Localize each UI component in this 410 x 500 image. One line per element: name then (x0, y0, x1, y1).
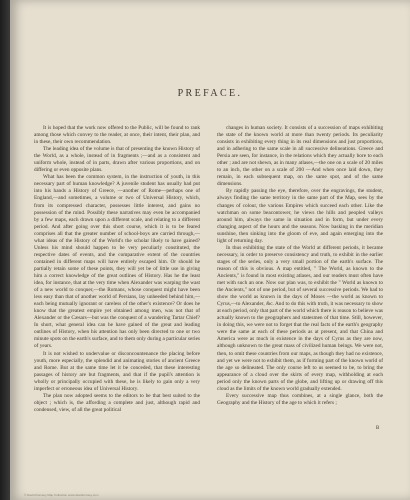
paragraph: In thus exhibiting the state of the World at different periods, it became necessary, in order to preserve consistency and truth, to exhibit in the earlier stages of the series, only a very small portion of the earth's surface. The reason of this is obvious. A map entitled, " The World, as known to the Ancients," is found in most existing atlases, and our readers must often have met with such an one. Now our plan was, to exhibit the " World as known to the Ancients," not of one period, but of several successive periods. We had to show the world as known in the days of Moses —the world as known to Cyrus,—to Alexander, &c. And to do this with truth, it was necessary to show at each period, only that part of the world which there is reason to believe was actually known to the geographers and statesmen of that time. Still, however, in doing this, we were not to forget that the real facts of the earth's geography were the same at each of these periods as at present, and that China and America were as much in existence in the days of Cyrus as they are now, although unknown to the great mass of civilized human beings. We were not, then, to omit these countries from our maps, as though they had no existence, and yet we were not to exhibit them, as if forming part of the known world of the age so delineated. The only course left to us seemed to be, to bring the appearance of a cloud over the skirts of every map, withholding at each period only the known parts of the globe, and lifting up or drawing off this cloud as the limits of the known world gradually extended. (217, 244, 383, 392)
signature-mark: B (376, 426, 380, 431)
page-heading: PREFACE. (177, 88, 243, 99)
footer-credit: © David Rumsey Map Collection www.davidrumsey.com (24, 493, 99, 497)
paragraph: By rapidly passing the eye, therefore, over the engravings, the student, always finding the same territory in the same part of the Map, sees by the changes of colour, the various Empires which succeed each other. Like the watchman on some beacontower, he views the hills and peopled valleys around him, always the same in situation and in form, but under every changing aspect of the hours and the seasons. Now basking in the meridian sunshine, then sinking into the gloom of eve, and again emerging into the light of returning day. (217, 188, 383, 244)
paragraph: What has been the common system, in the instruction of youth, in this necessary part of human knowledge? A juvenile student has usually had put into his hands a History of Greece, —another of Rome—perhaps one of England,—and sometimes, a volume or two of Universal History, which, from its compressed character, possesses little interest, and gains no possession of the mind. Possibly these narratives may even be accompanied by a few maps, each drawn upon a different scale, and relating to a different period. And after going over this short course, which it is to be feared comprises all that the greater number of school-boys are carried through,—what ideas of the History of the World's the scholar likely to have gained? Unless his mind should happen to be very peculiarly constituted, the respective dates of events, and the comparative extent of the countries contained in different maps will have entirely escaped him. Or should he partially retain some of these points, they will yet be of little use in giving him a correct knowledge of the great outlines of History. Has he the least idea, for instance, that at the very time when Alexander was warping the wast of a new world to conquer,—the Romans, whose conquest might have been less easy than that of another world of Persians, lay unheeded behind him,—each being mutually ignorant or careless of the other's existence? Or does he know that the greatest empire yet obtained among men, was not that of Alexander or the Cæsars—but was the conquest of a wandering Tartar Chief? In short, what general idea can he have gained of the great and leading outlines of History, when his attention has only been directed to one or two minute spots on the earth's surface, and to them only during a particular series of years. (34, 174, 200, 350)
paragraph: The plan now adopted seems to the editors to be that best suited to the object ; which is, the affording a complete and just, although rapid and condensed, view, of all the great political (34, 392, 200, 413)
paragraph: It is hoped that the work now offered to the Public, will be found to rank among those which convey to the reader, at once, their intent, their plan, and in these, their own recommendation. (34, 125, 200, 146)
paragraph: changes in human society. It consists of a succession of maps exhibiting the state of the known world at more than twenty periods. Its peculiarity consists in exhibiting every thing in its real dimensions and just proportions, and in adhering to the same scale in all successive delineations. Greece and Persia are seen, for instance, in the relations which they actually bore to each other ; and are not shewn, as in many atlases,—the one on a scale of 20 miles to an inch, the other on a scale of 200 —And when once laid down, they remain, in each subsequent map, on the same spot, and of the same dimensions. (217, 125, 383, 188)
left-column (34, 125, 200, 414)
book-spine (0, 0, 10, 500)
book-page (10, 0, 410, 500)
paragraph: It is not wished to undervalue or disconcountenance the placing before youth, more especially, the splendid and animating stories of ancient Greece and Rome. But at the same time let it be conceded, that these interesting passages of history are but fragments, and that if the pupil's attention is wholly or principally occupied with these, he is likely to gain only a very imperfect or erroneous idea of Universal History. (34, 350, 200, 392)
paragraph: The leading idea of the volume is that of presenting the known History of the World, as a whole, instead of in fragments ;—and as a consistent and uniform whole, instead of in parts, drawn after various proportions, and on differing or even opposite plans. (34, 146, 200, 174)
paragraph: Every successive map thus combines, at a single glance, both the Geography and the History of the age to which it refers ; (217, 392, 383, 406)
right-column (217, 125, 383, 407)
